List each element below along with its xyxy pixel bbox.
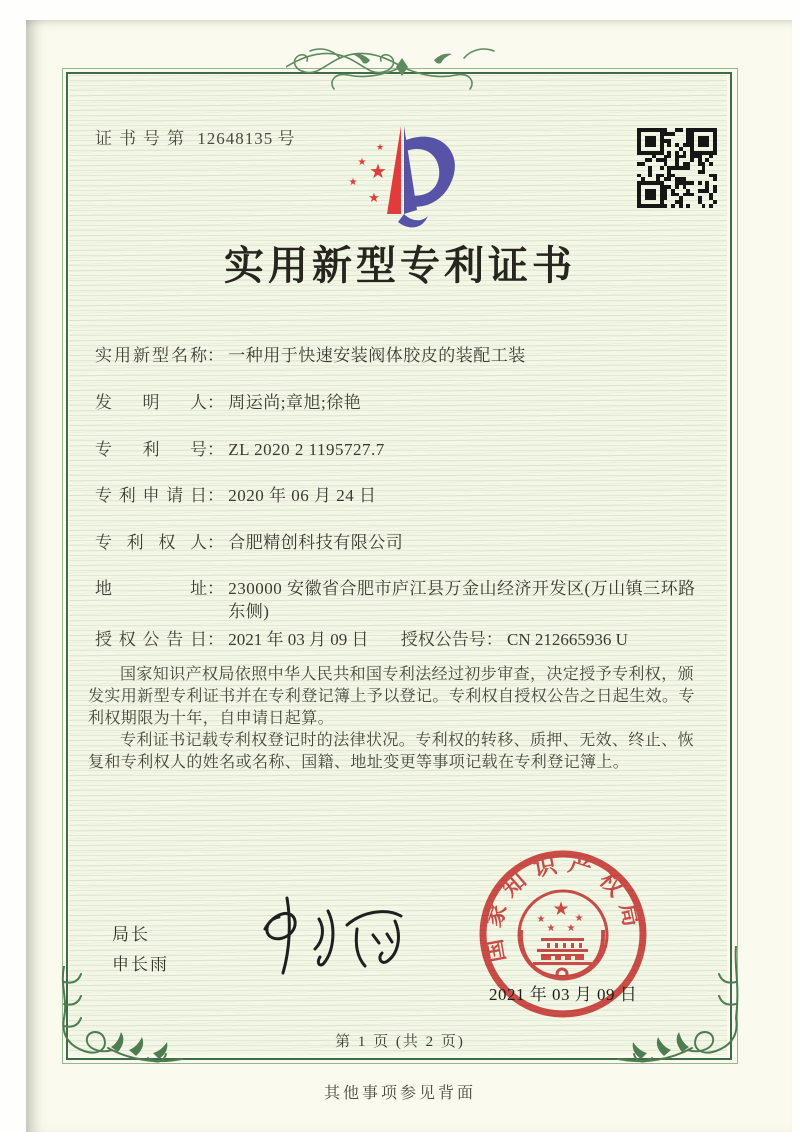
certificate-number-suffix: 号: [277, 129, 295, 148]
field-row-address: [95, 577, 720, 623]
border-ornament-bottom-left: [56, 966, 188, 1072]
seal-text: 国家知识产权局: [479, 850, 647, 965]
svg-text:★: ★: [566, 923, 576, 934]
field-colon: ：: [207, 533, 224, 552]
logo-star-icon: ★: [368, 191, 380, 206]
field-colon: ：: [485, 630, 503, 649]
logo-star-icon: ★: [369, 159, 387, 183]
field-row-patent-number: [95, 438, 720, 461]
field-label: 发明人: [95, 393, 207, 412]
field-colon: ：: [207, 486, 224, 505]
director-title: 局长: [112, 925, 150, 944]
legal-paragraph: 专利证书记载专利权登记时的法律状况。专利权的转移、质押、无效、终止、恢复和专利权人的姓名或名称、国籍、地址变更等事项记载在专利登记簿上。: [88, 732, 695, 771]
field-value: 合肥精创科技有限公司: [228, 533, 404, 552]
back-side-note: 其他事项参见背面: [323, 1085, 476, 1102]
field-row-grant: [95, 628, 720, 651]
field-colon: ：: [207, 630, 224, 649]
certificate-number-label: 证书号第: [95, 129, 191, 148]
svg-text:★: ★: [546, 923, 556, 934]
field-row-patentee: [95, 531, 720, 554]
logo-star-icon: ★: [357, 157, 367, 168]
logo-star-icon: ★: [348, 177, 358, 188]
director-name: 申长雨: [112, 955, 169, 974]
grant-date-value: 2021 年 03 月 09 日: [228, 630, 369, 649]
svg-text:★: ★: [574, 913, 584, 924]
field-colon: ：: [207, 579, 224, 598]
legal-paragraphs: [88, 664, 708, 774]
border-ornament-top: [286, 44, 518, 94]
field-label: 实用新型名称: [95, 346, 207, 365]
svg-text:★: ★: [536, 914, 546, 925]
certificate-title: 实用新型专利证书: [224, 243, 576, 288]
field-value: 2020 年 06 月 24 日: [228, 486, 377, 505]
legal-paragraph: 国家知识产权局依照中华人民共和国专利法经过初步审查，决定授予专利权，颁发实用新型专利证书并在专利登记簿上予以登记。专利权自授权公告之日起生效。专利权期限为十年，自申请日起算。: [88, 666, 695, 727]
field-label: 专利申请日: [95, 486, 207, 505]
field-label: 专利号: [95, 440, 207, 459]
field-value: 周运尚;章旭;徐艳: [228, 393, 362, 412]
cnipa-logo: [340, 116, 468, 234]
field-value: ZL 2020 2 1195727.7: [228, 440, 385, 459]
logo-star-icon: ★: [375, 143, 385, 153]
national-emblem-icon: [519, 891, 607, 979]
grant-number-value: CN 212665936 U: [507, 630, 628, 649]
qr-module: [713, 204, 717, 208]
field-label: 专利权人: [95, 533, 207, 552]
certificate-number-value: 12648135: [197, 129, 274, 148]
field-label: 授权公告日: [95, 630, 207, 649]
qr-code: [637, 128, 717, 208]
field-colon: ：: [207, 440, 224, 459]
page-indicator: 第 1 页 (共 2 页): [335, 1034, 465, 1050]
field-value: 230000 安徽省合肥市庐江县万金山经济开发区(万山镇三环路东侧): [228, 579, 696, 621]
director-signature: [235, 893, 415, 981]
grant-number-label: 授权公告号: [400, 630, 486, 649]
field-row-filing-date: [95, 484, 720, 507]
seal-date: 2021 年 03 月 09 日: [489, 985, 638, 1004]
field-colon: ：: [207, 346, 224, 365]
field-row-inventors: [95, 391, 720, 414]
field-label: 地址: [95, 579, 207, 598]
certificate-number: [95, 124, 295, 149]
svg-text:★: ★: [552, 898, 570, 920]
field-row-name: [95, 344, 720, 367]
field-colon: ：: [207, 393, 224, 412]
field-value: 一种用于快速安装阀体胶皮的装配工装: [228, 346, 526, 365]
